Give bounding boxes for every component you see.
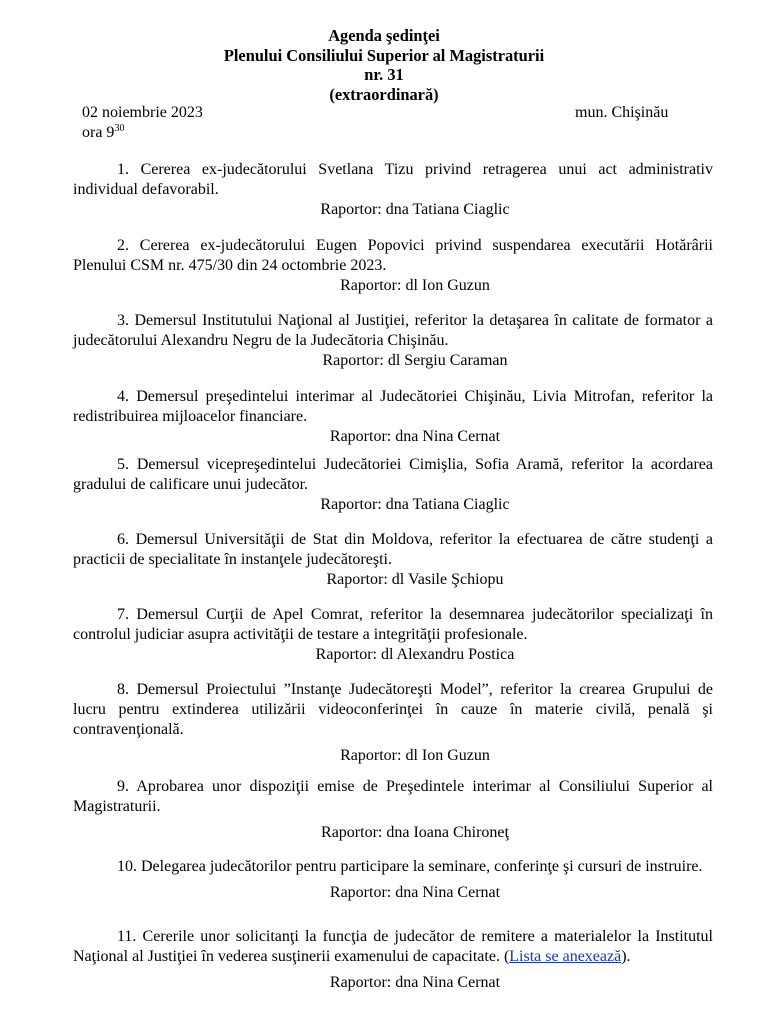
agenda-item-11 (73, 927, 713, 993)
agenda-item-text (73, 927, 713, 967)
header-subtitle: Plenului Consiliului Superior al Magistraturii (223, 45, 545, 65)
agenda-item-7 (73, 605, 713, 665)
document-header (0, 26, 768, 104)
header-number: nr. 31 (364, 65, 404, 84)
agenda-item-10 (73, 857, 713, 903)
meeting-time-hour: ora 9 (82, 124, 115, 141)
agenda-item-rapporteur: Raportor: dna Nina Cernat (329, 428, 501, 445)
meeting-location: mun. Chişinău (575, 104, 669, 121)
agenda-item-2 (73, 236, 713, 296)
agenda-item-1 (73, 160, 713, 220)
agenda-item-text-main: 11. Cererile unor solicitanţi la funcţia de judecător de remitere a materialelor la Institutul Naţional al Justiţiei în vederea susţinerii examenului de capacitate. ( (73, 928, 713, 965)
agenda-item-rapporteur: Raportor: dl Sergiu Caraman (322, 352, 508, 369)
agenda-item-5 (73, 455, 713, 515)
agenda-item-rapporteur: Raportor: dl Ion Guzun (340, 747, 490, 764)
agenda-item-text: 8. Demersul Proiectului ”Instanţe Judecătoreşti Model”, referitor la crearea Grupului de lucru pentru extinderea utilizării videoconferinţei în cauze în materie civilă, penală şi contravenţională. (73, 681, 713, 738)
meeting-date: 02 noiembrie 2023 (82, 104, 203, 121)
agenda-item-rapporteur: Raportor: dna Nina Cernat (329, 884, 501, 901)
agenda-item-rapporteur: Raportor: dl Ion Guzun (340, 277, 490, 294)
agenda-item-text: 10. Delegarea judecătorilor pentru participare la seminare, conferinţe şi cursuri de instruire. (117, 858, 703, 875)
agenda-item-4 (73, 387, 713, 447)
meeting-time-minutes: 30 (114, 123, 125, 134)
agenda-item-text: 3. Demersul Institutului Naţional al Justiţiei, referitor la detaşarea în calitate de formator a judecătorului Alexandru Negru de la Judecătoria Chişinău. (73, 312, 713, 349)
agenda-item-rapporteur: Raportor: dl Alexandru Postica (315, 646, 515, 663)
agenda-item-3 (73, 311, 713, 371)
agenda-item-8 (73, 680, 713, 766)
agenda-item-text-end: ). (621, 948, 631, 965)
agenda-item-text: 1. Cererea ex-judecătorului Svetlana Tizu privind retragerea unui act administrativ individual defavorabil. (73, 161, 713, 198)
agenda-item-6 (73, 530, 713, 590)
agenda-item-rapporteur: Raportor: dna Nina Cernat (329, 974, 501, 991)
meeting-time (82, 124, 124, 142)
header-type: (extraordinară) (329, 84, 439, 104)
agenda-item-rapporteur: Raportor: dna Ioana Chironeţ (321, 824, 509, 841)
agenda-item-9 (73, 777, 713, 843)
agenda-item-rapporteur: Raportor: dna Tatiana Ciaglic (320, 201, 510, 218)
agenda-item-rapporteur: Raportor: dna Tatiana Ciaglic (320, 496, 510, 513)
agenda-item-rapporteur: Raportor: dl Vasile Şchiopu (326, 571, 504, 588)
agenda-item-text: 6. Demersul Universităţii de Stat din Moldova, referitor la efectuarea de către studenţi a practicii de specialitate în instanţele judecătoreşti. (73, 531, 713, 568)
agenda-item-text: 5. Demersul vicepreşedintelui Judecătoriei Cimişlia, Sofia Aramă, referitor la acordarea gradului de calificare unui judecător. (73, 456, 713, 493)
agenda-item-text: 2. Cererea ex-judecătorului Eugen Popovici privind suspendarea executării Hotărârii Plenului CSM nr. 475/30 din 24 octombrie 2023. (73, 237, 713, 274)
header-title: Agenda şedinţei (328, 26, 440, 45)
agenda-item-text: 4. Demersul preşedintelui interimar al Judecătoriei Chişinău, Livia Mitrofan, referitor la redistribuirea mijloacelor financiare. (73, 388, 713, 425)
agenda-item-text: 9. Aprobarea unor dispoziţii emise de Preşedintele interimar al Consiliului Superior al Magistraturii. (73, 778, 713, 815)
agenda-item-text: 7. Demersul Curţii de Apel Comrat, referitor la desemnarea judecătorilor specializaţi în controlul judiciar asupra activităţii de testare a integrităţii profesionale. (73, 606, 713, 643)
attached-list-link[interactable]: Lista se anexează (509, 948, 622, 965)
